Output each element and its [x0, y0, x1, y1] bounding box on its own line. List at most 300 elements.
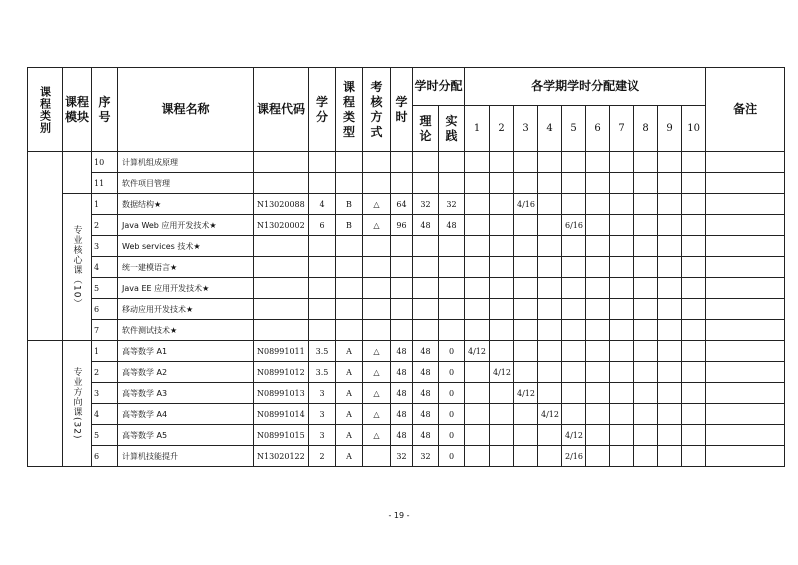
- semester-cell: [562, 257, 586, 278]
- module-direction-label: 专业方向课(32): [71, 367, 82, 440]
- remark-cell: [706, 341, 785, 362]
- semester-cell: [514, 404, 538, 425]
- semester-cell: 4/12: [514, 383, 538, 404]
- exam-cell: △: [363, 215, 391, 236]
- semester-cell: [610, 236, 634, 257]
- exam-cell: △: [363, 194, 391, 215]
- hours-cell: [391, 236, 413, 257]
- header-theory: 理论: [413, 106, 439, 152]
- header-category: 课程类别: [28, 68, 63, 152]
- header-semester: 6: [586, 106, 610, 152]
- semester-cell: [658, 341, 682, 362]
- credit-cell: 4: [309, 194, 336, 215]
- semester-cell: [562, 152, 586, 173]
- semester-cell: [634, 425, 658, 446]
- header-semester: 2: [490, 106, 514, 152]
- exam-cell: [363, 257, 391, 278]
- semester-cell: [538, 425, 562, 446]
- remark-cell: [706, 425, 785, 446]
- table-row: [28, 278, 785, 299]
- semester-cell: [610, 404, 634, 425]
- exam-cell: [363, 236, 391, 257]
- table-row: [28, 341, 785, 362]
- semester-cell: [562, 194, 586, 215]
- semester-cell: [538, 152, 562, 173]
- header-semester: 3: [514, 106, 538, 152]
- semester-cell: [682, 383, 706, 404]
- semester-cell: [562, 278, 586, 299]
- course-name-cell: Java EE 应用开发技术★: [118, 278, 254, 299]
- hours-cell: 32: [391, 446, 413, 467]
- semester-cell: [634, 446, 658, 467]
- course-name-cell: 计算机组成原理: [118, 152, 254, 173]
- semester-cell: [634, 320, 658, 341]
- course-code-cell: N13020002: [254, 215, 309, 236]
- practice-cell: 32: [439, 194, 465, 215]
- semester-cell: [514, 425, 538, 446]
- type-cell: A: [336, 425, 363, 446]
- header-semester: 7: [610, 106, 634, 152]
- type-cell: [336, 299, 363, 320]
- semester-cell: [514, 173, 538, 194]
- semester-cell: [514, 152, 538, 173]
- semester-cell: [634, 362, 658, 383]
- hours-cell: 48: [391, 341, 413, 362]
- semester-cell: [586, 320, 610, 341]
- seq-cell: 1: [92, 194, 118, 215]
- theory-cell: 48: [413, 341, 439, 362]
- table-row: [28, 320, 785, 341]
- semester-cell: [682, 362, 706, 383]
- semester-cell: [465, 257, 490, 278]
- semester-cell: [490, 425, 514, 446]
- header-hour-distribution: 学时分配: [413, 68, 465, 106]
- seq-cell: 5: [92, 425, 118, 446]
- type-cell: A: [336, 446, 363, 467]
- semester-cell: [682, 194, 706, 215]
- hours-cell: 48: [391, 383, 413, 404]
- remark-cell: [706, 404, 785, 425]
- semester-cell: [682, 446, 706, 467]
- semester-cell: [562, 173, 586, 194]
- header-course-type: 课程类型: [336, 68, 363, 152]
- course-name-cell: 高等数学 A3: [118, 383, 254, 404]
- exam-cell: △: [363, 341, 391, 362]
- semester-cell: [658, 173, 682, 194]
- practice-cell: [439, 173, 465, 194]
- course-code-cell: [254, 173, 309, 194]
- header-remark: 备注: [706, 68, 785, 152]
- semester-cell: [610, 278, 634, 299]
- semester-cell: [562, 383, 586, 404]
- remark-cell: [706, 194, 785, 215]
- semester-cell: [682, 341, 706, 362]
- table-row: [28, 383, 785, 404]
- module-direction: [63, 341, 92, 467]
- semester-cell: [465, 299, 490, 320]
- course-code-cell: [254, 320, 309, 341]
- semester-cell: [610, 152, 634, 173]
- semester-cell: [634, 278, 658, 299]
- semester-cell: [658, 299, 682, 320]
- semester-cell: [538, 341, 562, 362]
- hours-cell: 96: [391, 215, 413, 236]
- semester-cell: [634, 173, 658, 194]
- seq-cell: 7: [92, 320, 118, 341]
- semester-cell: [586, 341, 610, 362]
- type-cell: [336, 278, 363, 299]
- semester-cell: [538, 278, 562, 299]
- type-cell: A: [336, 341, 363, 362]
- semester-cell: [586, 215, 610, 236]
- course-name-cell: 高等数学 A2: [118, 362, 254, 383]
- theory-cell: 48: [413, 362, 439, 383]
- practice-cell: 0: [439, 362, 465, 383]
- semester-cell: [490, 152, 514, 173]
- semester-cell: [658, 362, 682, 383]
- semester-cell: [514, 236, 538, 257]
- semester-cell: 4/12: [538, 404, 562, 425]
- semester-cell: [514, 215, 538, 236]
- curriculum-table: [27, 67, 785, 467]
- theory-cell: 48: [413, 383, 439, 404]
- exam-cell: △: [363, 425, 391, 446]
- credit-cell: [309, 236, 336, 257]
- credit-cell: 6: [309, 215, 336, 236]
- semester-cell: [610, 341, 634, 362]
- practice-cell: 0: [439, 446, 465, 467]
- semester-cell: [634, 236, 658, 257]
- theory-cell: [413, 236, 439, 257]
- semester-cell: [634, 152, 658, 173]
- semester-cell: [562, 320, 586, 341]
- semester-cell: [658, 446, 682, 467]
- hours-cell: [391, 257, 413, 278]
- type-cell: [336, 152, 363, 173]
- semester-cell: [538, 173, 562, 194]
- course-code-cell: [254, 152, 309, 173]
- credit-cell: 3.5: [309, 341, 336, 362]
- semester-cell: [562, 341, 586, 362]
- table-row: [28, 215, 785, 236]
- hours-cell: 48: [391, 362, 413, 383]
- semester-cell: [634, 257, 658, 278]
- table-row: [28, 152, 785, 173]
- header-semester: 5: [562, 106, 586, 152]
- semester-cell: [682, 152, 706, 173]
- practice-cell: 0: [439, 383, 465, 404]
- semester-cell: 4/12: [490, 362, 514, 383]
- course-name-cell: 计算机技能提升: [118, 446, 254, 467]
- semester-cell: [538, 362, 562, 383]
- semester-cell: [514, 278, 538, 299]
- table-row: [28, 425, 785, 446]
- seq-cell: 2: [92, 215, 118, 236]
- semester-cell: [465, 362, 490, 383]
- hours-cell: [391, 299, 413, 320]
- semester-cell: [562, 362, 586, 383]
- semester-cell: [658, 425, 682, 446]
- semester-cell: [586, 278, 610, 299]
- semester-cell: [610, 320, 634, 341]
- practice-cell: [439, 257, 465, 278]
- table-row: [28, 257, 785, 278]
- course-name-cell: 移动应用开发技术★: [118, 299, 254, 320]
- semester-cell: [586, 446, 610, 467]
- semester-cell: [465, 236, 490, 257]
- header-course-name: 课程名称: [118, 68, 254, 152]
- remark-cell: [706, 173, 785, 194]
- module-core: [63, 194, 92, 341]
- seq-cell: 5: [92, 278, 118, 299]
- semester-cell: [610, 446, 634, 467]
- practice-cell: 0: [439, 404, 465, 425]
- course-name-cell: 高等数学 A5: [118, 425, 254, 446]
- semester-cell: [538, 299, 562, 320]
- remark-cell: [706, 383, 785, 404]
- semester-cell: [490, 257, 514, 278]
- seq-cell: 3: [92, 383, 118, 404]
- course-code-cell: N08991013: [254, 383, 309, 404]
- semester-cell: 4/12: [562, 425, 586, 446]
- exam-cell: [363, 320, 391, 341]
- course-name-cell: 软件项目管理: [118, 173, 254, 194]
- seq-cell: 10: [92, 152, 118, 173]
- course-name-cell: 软件测试技术★: [118, 320, 254, 341]
- module-cell: [63, 152, 92, 194]
- semester-cell: [514, 446, 538, 467]
- semester-cell: [610, 257, 634, 278]
- credit-cell: [309, 320, 336, 341]
- credit-cell: [309, 173, 336, 194]
- course-code-cell: N08991014: [254, 404, 309, 425]
- semester-cell: [634, 194, 658, 215]
- seq-cell: 3: [92, 236, 118, 257]
- remark-cell: [706, 299, 785, 320]
- category-cell: [28, 152, 63, 341]
- semester-cell: [682, 299, 706, 320]
- type-cell: A: [336, 362, 363, 383]
- credit-cell: 3.5: [309, 362, 336, 383]
- theory-cell: 48: [413, 425, 439, 446]
- header-credit: 学分: [309, 68, 336, 152]
- semester-cell: [514, 257, 538, 278]
- semester-cell: [538, 257, 562, 278]
- semester-cell: [490, 341, 514, 362]
- table-row: [28, 404, 785, 425]
- exam-cell: [363, 299, 391, 320]
- semester-cell: [658, 236, 682, 257]
- seq-cell: 6: [92, 299, 118, 320]
- header-course-code: 课程代码: [254, 68, 309, 152]
- semester-cell: [682, 257, 706, 278]
- header-semester-plan: 各学期学时分配建议: [465, 68, 706, 106]
- table-body: [28, 152, 785, 467]
- practice-cell: [439, 236, 465, 257]
- type-cell: A: [336, 404, 363, 425]
- header-semester: 4: [538, 106, 562, 152]
- semester-cell: [562, 299, 586, 320]
- semester-cell: [465, 383, 490, 404]
- type-cell: A: [336, 383, 363, 404]
- semester-cell: [538, 236, 562, 257]
- semester-cell: [490, 404, 514, 425]
- credit-cell: 3: [309, 425, 336, 446]
- semester-cell: [586, 152, 610, 173]
- hours-cell: 48: [391, 425, 413, 446]
- course-code-cell: [254, 299, 309, 320]
- semester-cell: [465, 425, 490, 446]
- exam-cell: △: [363, 362, 391, 383]
- semester-cell: [682, 215, 706, 236]
- type-cell: [336, 320, 363, 341]
- hours-cell: [391, 278, 413, 299]
- semester-cell: [658, 404, 682, 425]
- semester-cell: [514, 362, 538, 383]
- theory-cell: [413, 257, 439, 278]
- semester-cell: [514, 299, 538, 320]
- header-exam-method: 考核方式: [363, 68, 391, 152]
- semester-cell: [682, 320, 706, 341]
- remark-cell: [706, 152, 785, 173]
- semester-cell: [586, 236, 610, 257]
- seq-cell: 2: [92, 362, 118, 383]
- theory-cell: 32: [413, 446, 439, 467]
- theory-cell: 32: [413, 194, 439, 215]
- theory-cell: [413, 278, 439, 299]
- remark-cell: [706, 320, 785, 341]
- practice-cell: 48: [439, 215, 465, 236]
- header-semester: 1: [465, 106, 490, 152]
- exam-cell: △: [363, 383, 391, 404]
- type-cell: [336, 257, 363, 278]
- course-code-cell: N08991012: [254, 362, 309, 383]
- semester-cell: [610, 173, 634, 194]
- course-name-cell: 统一建模语言★: [118, 257, 254, 278]
- semester-cell: 4/16: [514, 194, 538, 215]
- theory-cell: 48: [413, 215, 439, 236]
- semester-cell: [658, 257, 682, 278]
- hours-cell: [391, 152, 413, 173]
- semester-cell: [682, 236, 706, 257]
- remark-cell: [706, 215, 785, 236]
- semester-cell: [586, 425, 610, 446]
- semester-cell: [538, 383, 562, 404]
- course-name-cell: 高等数学 A4: [118, 404, 254, 425]
- semester-cell: [465, 446, 490, 467]
- table-row: [28, 173, 785, 194]
- semester-cell: 4/12: [465, 341, 490, 362]
- semester-cell: [465, 320, 490, 341]
- course-code-cell: [254, 278, 309, 299]
- practice-cell: 0: [439, 341, 465, 362]
- practice-cell: [439, 278, 465, 299]
- semester-cell: [586, 257, 610, 278]
- semester-cell: [538, 320, 562, 341]
- seq-cell: 11: [92, 173, 118, 194]
- credit-cell: 3: [309, 404, 336, 425]
- semester-cell: [490, 215, 514, 236]
- semester-cell: [514, 341, 538, 362]
- semester-cell: [490, 236, 514, 257]
- semester-cell: [490, 299, 514, 320]
- semester-cell: [610, 383, 634, 404]
- semester-cell: 2/16: [562, 446, 586, 467]
- header-module: 课程模块: [63, 68, 92, 152]
- credit-cell: [309, 278, 336, 299]
- semester-cell: [538, 446, 562, 467]
- practice-cell: 0: [439, 425, 465, 446]
- semester-cell: [682, 425, 706, 446]
- seq-cell: 4: [92, 257, 118, 278]
- semester-cell: [490, 446, 514, 467]
- semester-cell: [538, 215, 562, 236]
- type-cell: [336, 236, 363, 257]
- semester-cell: [586, 362, 610, 383]
- course-code-cell: N13020122: [254, 446, 309, 467]
- semester-cell: [490, 278, 514, 299]
- semester-cell: [610, 425, 634, 446]
- credit-cell: 2: [309, 446, 336, 467]
- theory-cell: [413, 173, 439, 194]
- semester-cell: [465, 215, 490, 236]
- seq-cell: 6: [92, 446, 118, 467]
- table-row: [28, 446, 785, 467]
- semester-cell: [490, 320, 514, 341]
- module-core-label: 专业核心课（10）: [71, 225, 82, 309]
- practice-cell: [439, 320, 465, 341]
- semester-cell: [586, 299, 610, 320]
- exam-cell: [363, 173, 391, 194]
- theory-cell: [413, 299, 439, 320]
- theory-cell: [413, 320, 439, 341]
- credit-cell: 3: [309, 383, 336, 404]
- credit-cell: [309, 257, 336, 278]
- exam-cell: [363, 446, 391, 467]
- seq-cell: 4: [92, 404, 118, 425]
- hours-cell: 64: [391, 194, 413, 215]
- semester-cell: [634, 383, 658, 404]
- hours-cell: [391, 173, 413, 194]
- exam-cell: [363, 152, 391, 173]
- header-seq: 序号: [92, 68, 118, 152]
- semester-cell: [465, 278, 490, 299]
- theory-cell: [413, 152, 439, 173]
- semester-cell: [682, 404, 706, 425]
- header-hours: 学时: [391, 68, 413, 152]
- type-cell: B: [336, 215, 363, 236]
- type-cell: [336, 173, 363, 194]
- semester-cell: [658, 383, 682, 404]
- remark-cell: [706, 236, 785, 257]
- course-code-cell: [254, 257, 309, 278]
- course-code-cell: [254, 236, 309, 257]
- theory-cell: 48: [413, 404, 439, 425]
- semester-cell: [538, 194, 562, 215]
- semester-cell: [610, 299, 634, 320]
- semester-cell: [586, 383, 610, 404]
- header-semester: 10: [682, 106, 706, 152]
- semester-cell: [634, 299, 658, 320]
- semester-cell: [490, 173, 514, 194]
- hours-cell: 48: [391, 404, 413, 425]
- semester-cell: [465, 194, 490, 215]
- course-code-cell: N13020088: [254, 194, 309, 215]
- semester-cell: [586, 173, 610, 194]
- remark-cell: [706, 257, 785, 278]
- header-semester: 9: [658, 106, 682, 152]
- semester-cell: [465, 173, 490, 194]
